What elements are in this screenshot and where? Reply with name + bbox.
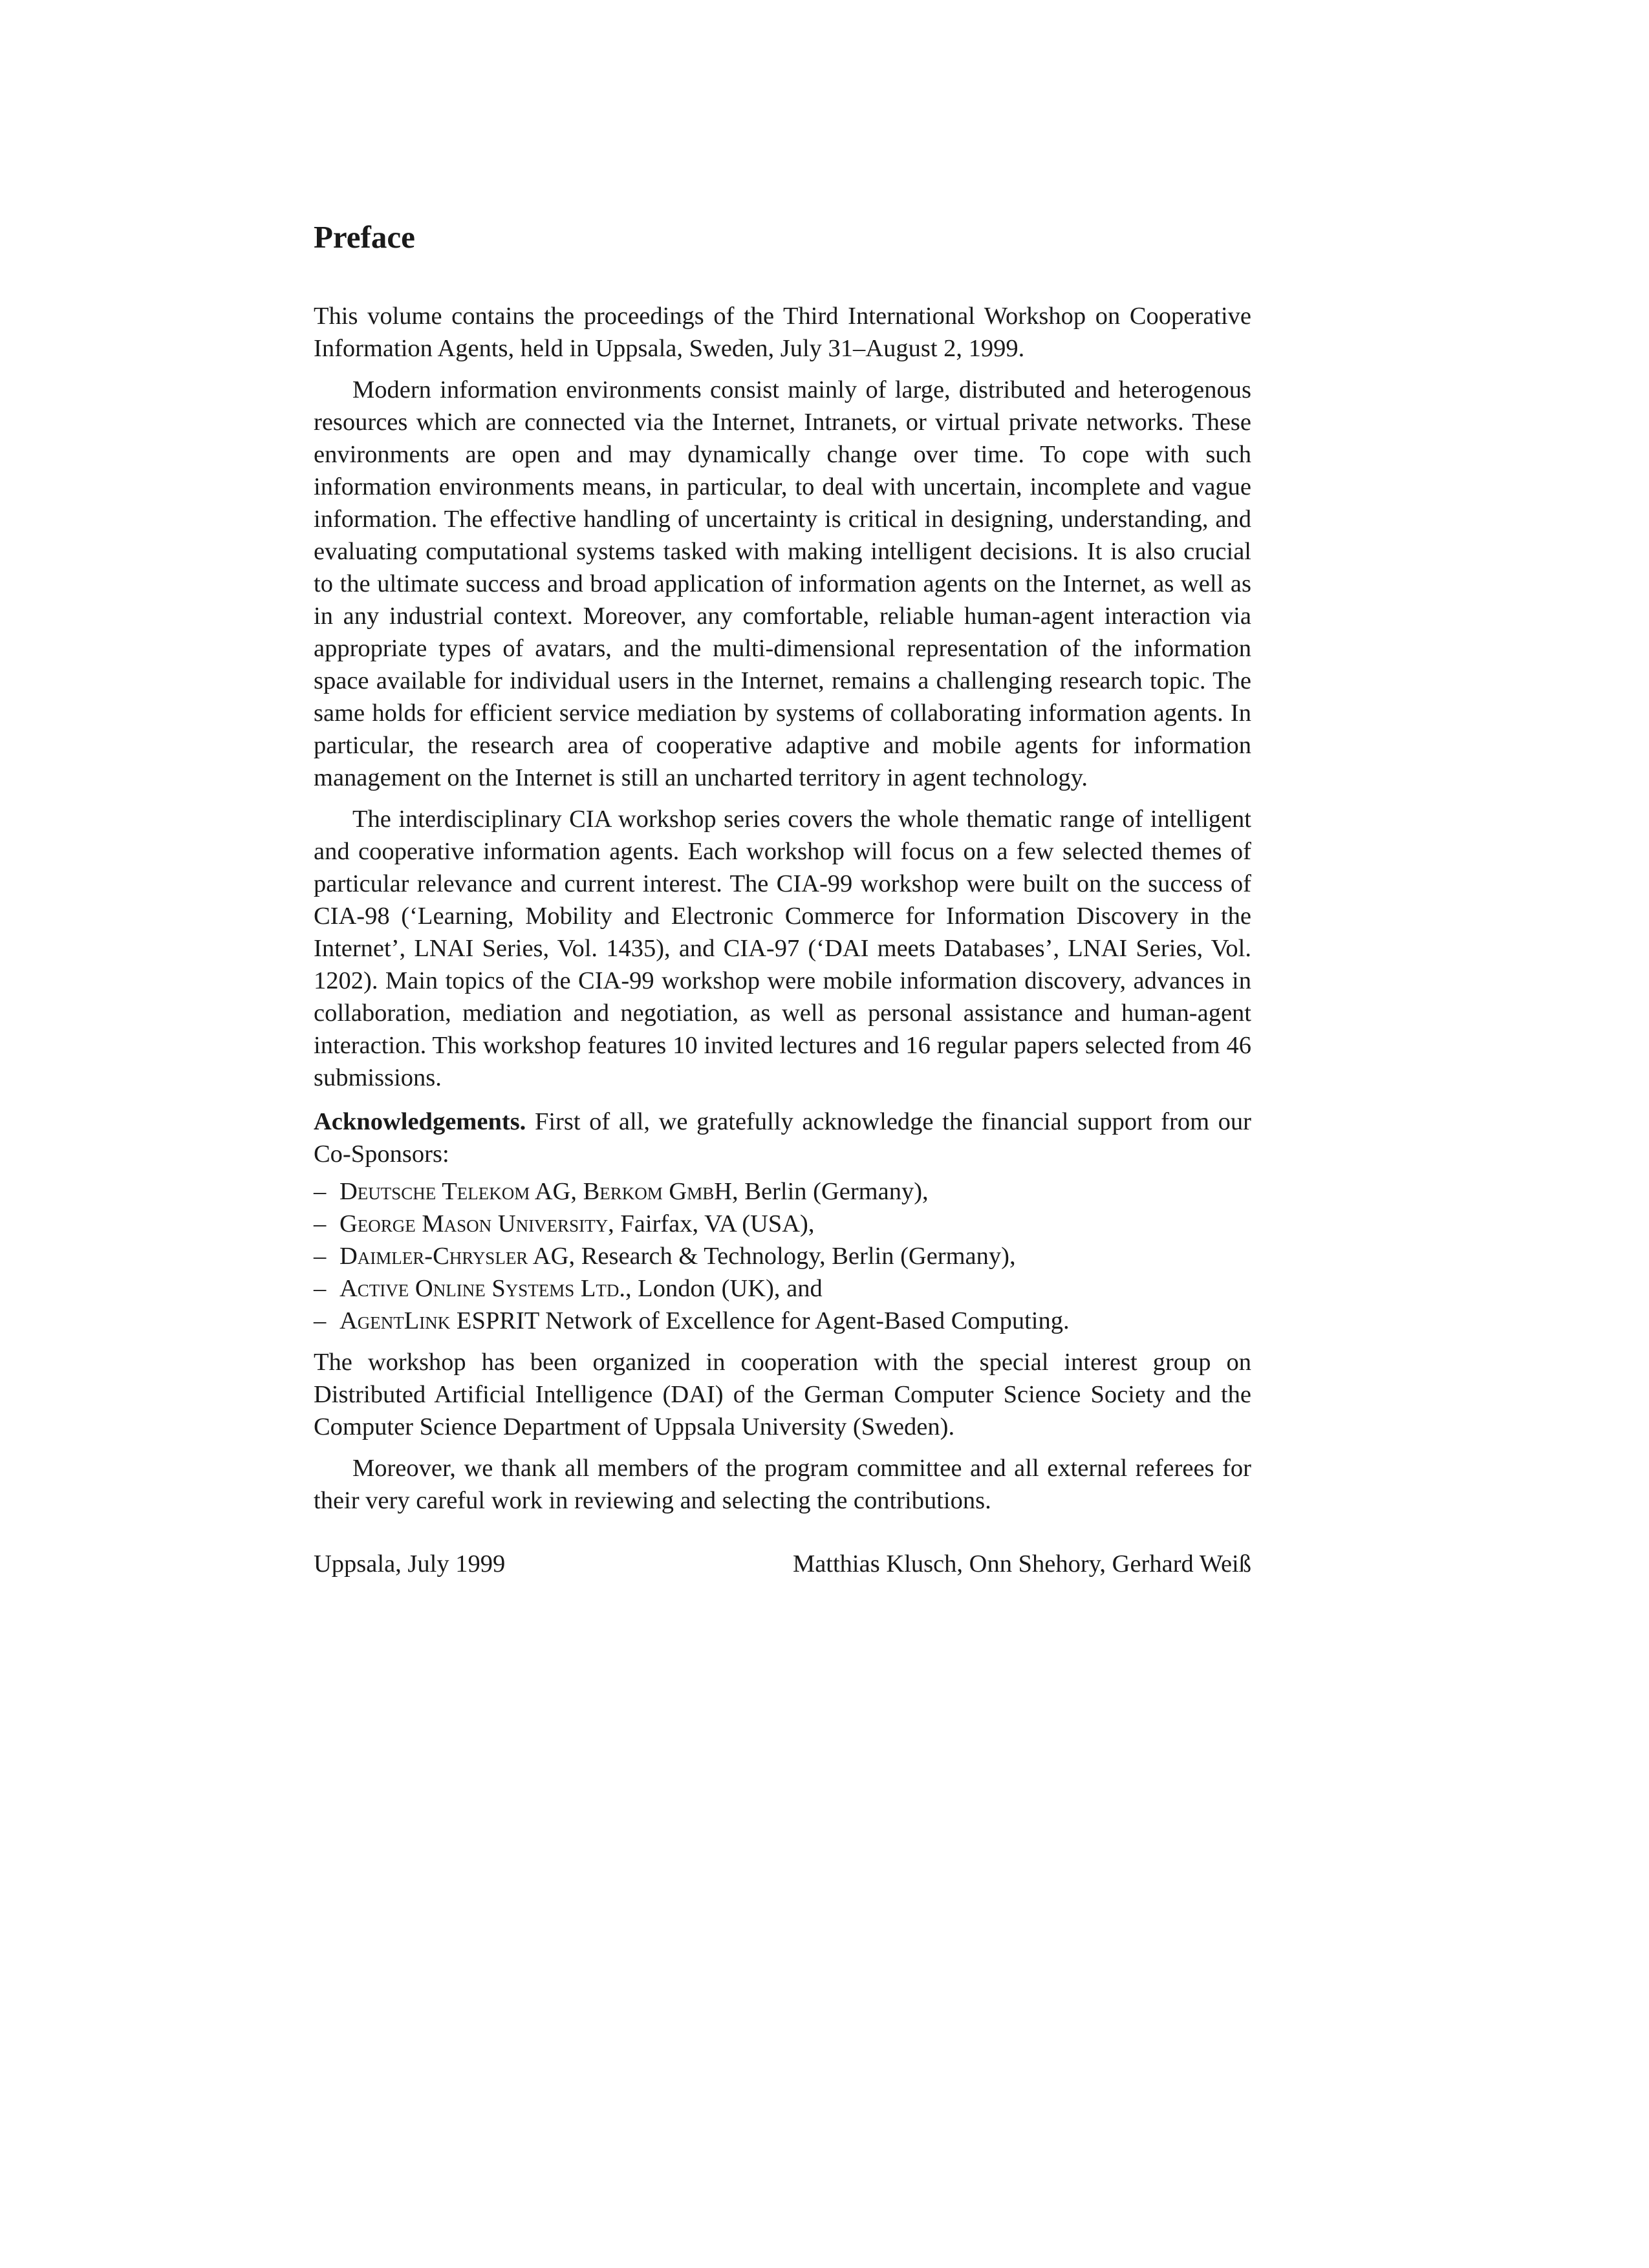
- sponsor-name: Daimler-Chrysler AG: [339, 1242, 569, 1270]
- authors: Matthias Klusch, Onn Shehory, Gerhard Weiß: [792, 1550, 1251, 1578]
- cooperation-paragraph: The workshop has been organized in cooperation with the special interest group on Distributed Artificial Intelligence (DAI) of the German Computer Science Society and the Computer Science Department of Uppsala University (Sweden).: [314, 1348, 1251, 1440]
- place-date: Uppsala, July 1999: [314, 1550, 506, 1578]
- sponsor-name: AgentLink: [339, 1307, 451, 1334]
- sponsor-name: Active Online Systems Ltd.: [339, 1274, 626, 1302]
- sponsor-name: Deutsche Telekom AG, Berkom GmbH: [339, 1177, 733, 1205]
- sponsor-name: George Mason University: [339, 1210, 609, 1237]
- page-title: Preface: [314, 219, 415, 255]
- intro-paragraph: This volume contains the proceedings of the Third International Workshop on Cooperative Information Agents, held in Uppsala, Sweden, July 31–August 2, 1999.: [314, 302, 1251, 362]
- sponsor-list: [314, 1175, 1251, 1337]
- list-item: – Daimler-Chrysler AG, Research & Technology, Berlin (Germany),: [314, 1242, 1016, 1270]
- acknowledgements-heading: Acknowledgements.: [314, 1107, 526, 1135]
- workshop-series-paragraph: The interdisciplinary CIA workshop series covers the whole thematic range of intelligent and cooperative information agents. Each workshop will focus on a few selected themes of particular relevance and current interest. The CIA-99 workshop were built on the success of CIA-98 (‘Learning, Mobility and Electronic Commerce for Information Discovery in the Internet’, LNAI Series, Vol. 1435), and CIA-97 (‘DAI meets Databases’, LNAI Series, Vol. 1202). Main topics of the CIA-99 workshop were mobile information discovery, advances in collaboration, mediation and negotiation, as well as personal assistance and human-agent interaction. This workshop features 10 invited lectures and 16 regular papers selected from 46 submissions.: [314, 805, 1251, 1091]
- thanks-paragraph: Moreover, we thank all members of the program committee and all external referees for their very careful work in reviewing and selecting the contributions.: [314, 1454, 1251, 1514]
- preface-page: [314, 220, 1251, 1580]
- acknowledgements-paragraph: [314, 1106, 1251, 1170]
- list-item: – AgentLink ESPRIT Network of Excellence for Agent-Based Computing.: [314, 1307, 1070, 1334]
- list-item: – George Mason University, Fairfax, VA (USA),: [314, 1210, 815, 1237]
- environments-paragraph: Modern information environments consist mainly of large, distributed and heterogenous resources which are connected via the Internet, Intranets, or virtual private networks. These environments are open and may dynamically change over time. To cope with such information environments means, in particular, to deal with uncertain, incomplete and vague information. The effective handling of uncertainty is critical in designing, understanding, and evaluating computational systems tasked with making intelligent decisions. It is also crucial to the ultimate success and broad application of information agents on the Internet, as well as in any industrial context. Moreover, any comfortable, reliable human-agent interaction via appropriate types of avatars, and the multi-dimensional representation of the information space available for individual users in the Internet, remains a challenging research topic. The same holds for efficient service mediation by systems of collaborating information agents. In particular, the research area of cooperative adaptive and mobile agents for information management on the Internet is still an uncharted territory in agent technology.: [314, 376, 1251, 791]
- acknowledgements-intro: First of all, we gratefully acknowledge the financial support from our Co-Sponsors:: [314, 1107, 1251, 1168]
- list-item: – Deutsche Telekom AG, Berkom GmbH, Berlin (Germany),: [314, 1177, 929, 1205]
- signature-line: [314, 1548, 1251, 1580]
- list-item: – Active Online Systems Ltd., London (UK), and: [314, 1274, 823, 1302]
